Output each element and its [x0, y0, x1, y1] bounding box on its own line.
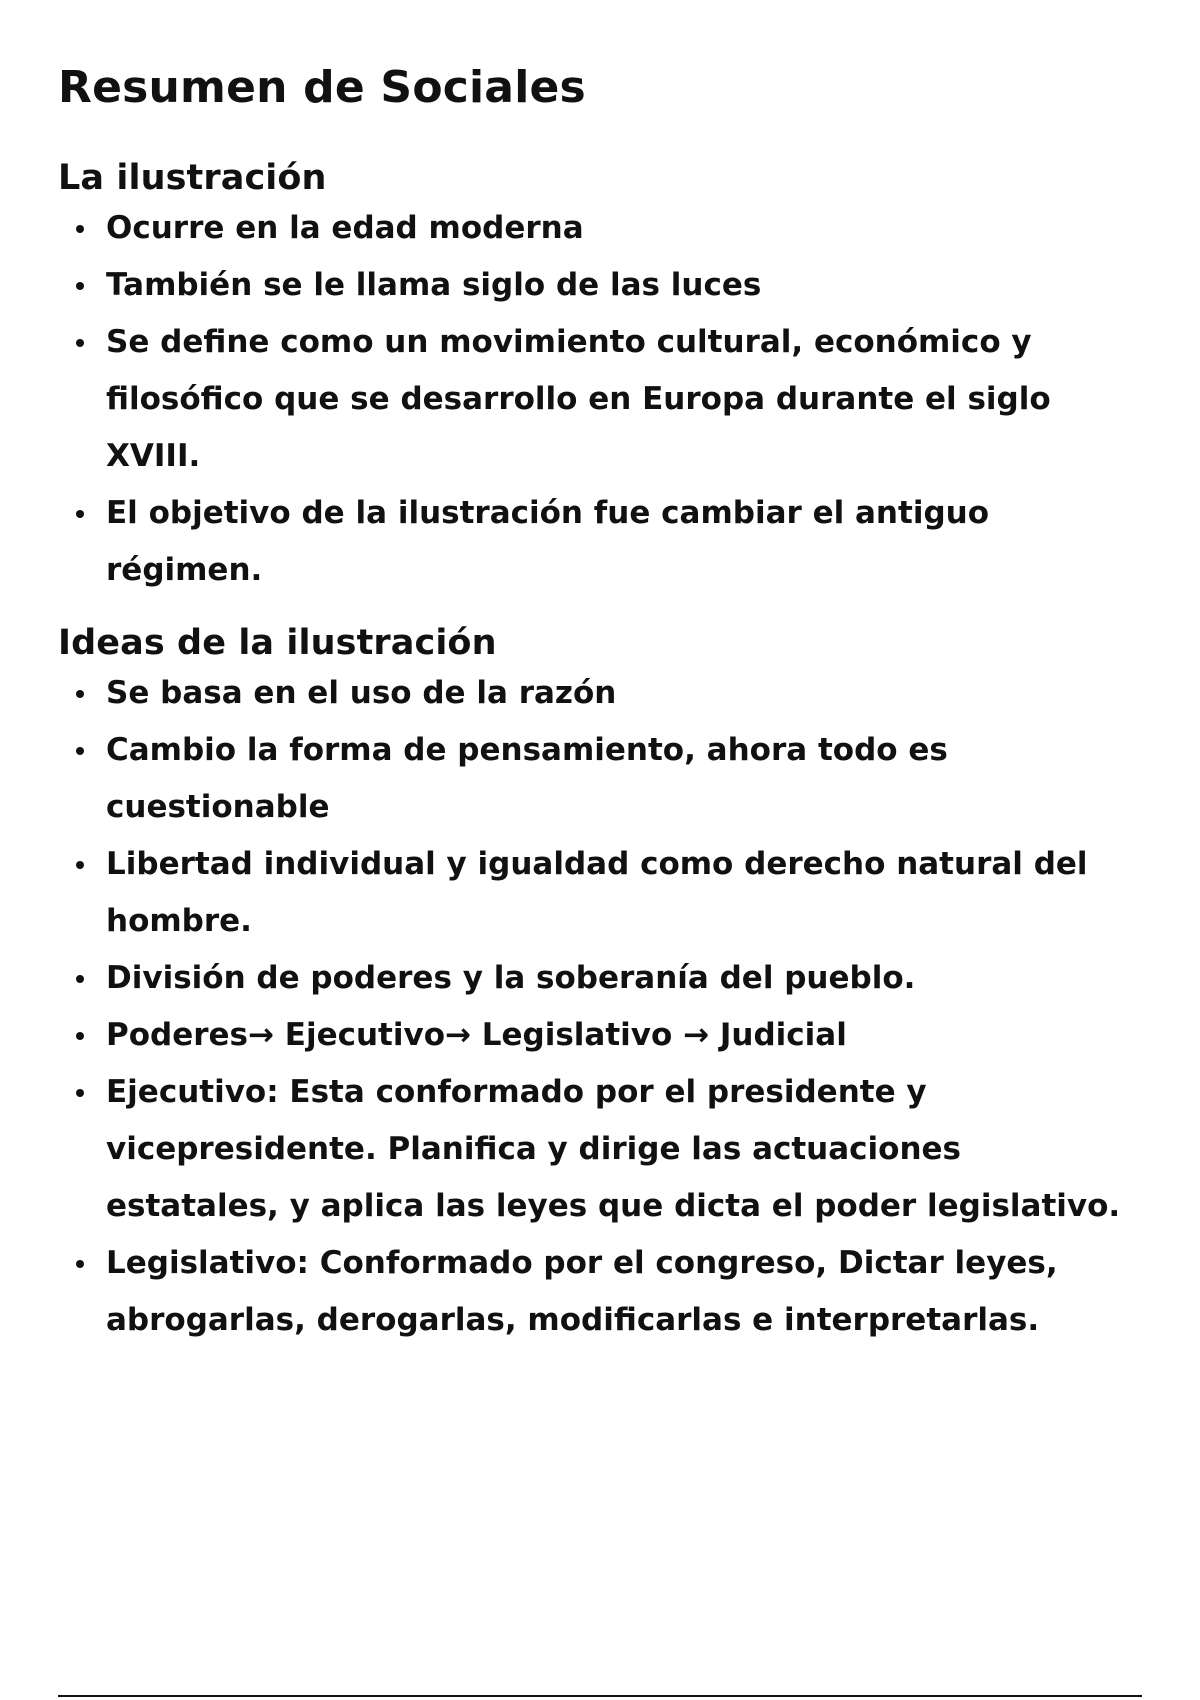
bullet-icon: [76, 1089, 84, 1097]
section-heading-la-ilustracion: La ilustración: [58, 158, 327, 198]
bullet-icon: [76, 225, 84, 233]
list-item: [58, 200, 1130, 257]
list-item-text: Ocurre en la edad moderna: [106, 210, 584, 246]
list-item-text: Se define como un movimiento cultural, económico y filosófico que se desarrollo en Europa durante el siglo XVIII.: [106, 324, 1051, 474]
list-item-text: Ejecutivo: Esta conformado por el presidente y vicepresidente. Planifica y dirige las actuaciones estatales, y aplica las leyes que dicta el poder legislativo.: [106, 1074, 1121, 1224]
bullet-icon: [76, 975, 84, 983]
document-title: Resumen de Sociales: [58, 62, 586, 113]
list-item-text: Libertad individual y igualdad como derecho natural del hombre.: [106, 846, 1088, 939]
list-item: [58, 1007, 1130, 1064]
list-item: [58, 665, 1130, 722]
list-item-text: Se basa en el uso de la razón: [106, 675, 617, 711]
list-item-text: Poderes→ Ejecutivo→ Legislativo → Judicial: [106, 1017, 847, 1053]
bullet-icon: [76, 339, 84, 347]
bullet-icon: [76, 690, 84, 698]
list-item: [58, 257, 1130, 314]
section-heading-ideas-de-la-ilustracion: Ideas de la ilustración: [58, 623, 497, 663]
bullet-list-la-ilustracion: [58, 200, 1142, 599]
list-item: [58, 1064, 1130, 1235]
bullet-icon: [76, 510, 84, 518]
list-item: [58, 722, 1130, 836]
list-item: [58, 950, 1130, 1007]
list-item-text: El objetivo de la ilustración fue cambiar el antiguo régimen.: [106, 495, 990, 588]
bullet-icon: [76, 282, 84, 290]
bottom-divider: [58, 1695, 1142, 1697]
bullet-icon: [76, 747, 84, 755]
bullet-icon: [76, 1260, 84, 1268]
bullet-icon: [76, 861, 84, 869]
bullet-list-ideas: [58, 665, 1142, 1349]
list-item-text: También se le llama siglo de las luces: [106, 267, 762, 303]
list-item: [58, 1235, 1130, 1349]
list-item: [58, 485, 1130, 599]
list-item: [58, 314, 1130, 485]
list-item: [58, 836, 1130, 950]
list-item-text: Cambio la forma de pensamiento, ahora todo es cuestionable: [106, 732, 948, 825]
list-item-text: Legislativo: Conformado por el congreso, Dictar leyes, abrogarlas, derogarlas, modificarlas e interpretarlas.: [106, 1245, 1058, 1338]
bullet-icon: [76, 1032, 84, 1040]
list-item-text: División de poderes y la soberanía del pueblo.: [106, 960, 916, 996]
